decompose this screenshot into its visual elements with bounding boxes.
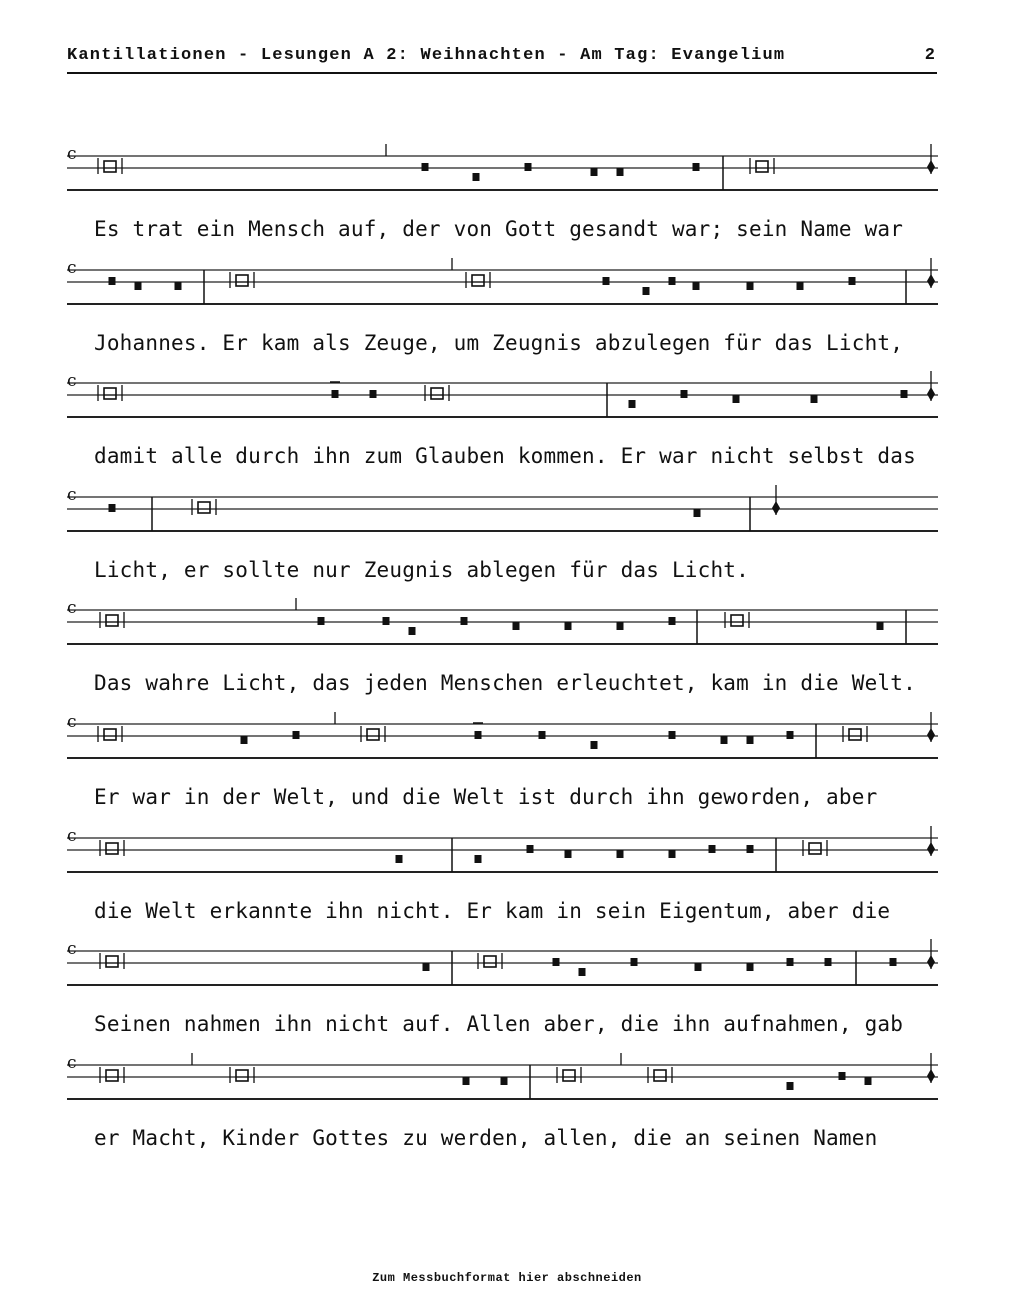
note	[565, 622, 572, 630]
note	[591, 741, 598, 749]
reciting-tone	[104, 161, 116, 172]
c-clef: c	[67, 939, 77, 959]
note	[787, 958, 794, 966]
reciting-tone	[106, 615, 118, 626]
footer-cut-note: Zum Messbuchformat hier abschneiden	[372, 1271, 642, 1285]
note	[475, 731, 482, 739]
note	[890, 958, 897, 966]
note	[709, 845, 716, 853]
staff	[0, 258, 1014, 318]
staff	[0, 826, 1014, 886]
lyric-line: Seinen nahmen ihn nicht auf. Allen aber, die ihn aufnahmen, gab	[94, 1012, 904, 1036]
reciting-tone	[106, 843, 118, 854]
note	[811, 395, 818, 403]
reciting-tone	[484, 956, 496, 967]
note	[631, 958, 638, 966]
reciting-tone	[849, 729, 861, 740]
header-title: Kantillationen - Lesungen A 2: Weihnachten - Am Tag: Evangelium	[67, 46, 786, 65]
lyric-line: Das wahre Licht, das jeden Menschen erleuchtet, kam in die Welt.	[94, 671, 916, 695]
note	[175, 282, 182, 290]
staff	[0, 144, 1014, 204]
note	[747, 845, 754, 853]
c-clef: c	[67, 598, 77, 618]
note	[865, 1077, 872, 1085]
staff	[0, 485, 1014, 545]
note	[473, 173, 480, 181]
reciting-tone	[104, 388, 116, 399]
end-diamond	[772, 501, 780, 515]
c-clef: c	[67, 371, 77, 391]
note	[669, 731, 676, 739]
note	[643, 287, 650, 295]
note	[332, 390, 339, 398]
reciting-tone	[756, 161, 768, 172]
note	[617, 850, 624, 858]
note	[383, 617, 390, 625]
note	[422, 163, 429, 171]
note	[629, 400, 636, 408]
note	[241, 736, 248, 744]
note	[461, 617, 468, 625]
reciting-tone	[367, 729, 379, 740]
c-clef: c	[67, 712, 77, 732]
end-diamond	[927, 842, 935, 856]
reciting-tone	[563, 1070, 575, 1081]
lyric-line: Licht, er sollte nur Zeugnis ablegen für das Licht.	[94, 558, 749, 582]
c-clef: c	[67, 485, 77, 505]
end-diamond	[927, 387, 935, 401]
note	[669, 277, 676, 285]
note	[787, 731, 794, 739]
lyric-line: die Welt erkannte ihn nicht. Er kam in sein Eigentum, aber die	[94, 899, 891, 923]
note	[475, 855, 482, 863]
lyric-line: Er war in der Welt, und die Welt ist durch ihn geworden, aber	[94, 785, 878, 809]
note	[396, 855, 403, 863]
note	[501, 1077, 508, 1085]
staff	[0, 1053, 1014, 1113]
reciting-tone	[431, 388, 443, 399]
reciting-tone	[731, 615, 743, 626]
note	[877, 622, 884, 630]
reciting-tone	[654, 1070, 666, 1081]
page-number: 2	[924, 46, 935, 65]
note	[721, 736, 728, 744]
note	[839, 1072, 846, 1080]
note	[617, 622, 624, 630]
staff	[0, 712, 1014, 772]
note	[527, 845, 534, 853]
staff	[0, 371, 1014, 431]
note	[797, 282, 804, 290]
note	[370, 390, 377, 398]
lyric-line: Es trat ein Mensch auf, der von Gott gesandt war; sein Name war	[94, 217, 904, 241]
end-diamond	[927, 1069, 935, 1083]
note	[733, 395, 740, 403]
end-diamond	[927, 728, 935, 742]
note	[669, 850, 676, 858]
note	[565, 850, 572, 858]
note	[617, 168, 624, 176]
note	[539, 731, 546, 739]
note	[525, 163, 532, 171]
note	[463, 1077, 470, 1085]
note	[693, 163, 700, 171]
lyric-line: er Macht, Kinder Gottes zu werden, allen, die an seinen Namen	[94, 1126, 878, 1150]
c-clef: c	[67, 826, 77, 846]
reciting-tone	[809, 843, 821, 854]
reciting-tone	[236, 275, 248, 286]
note	[669, 617, 676, 625]
c-clef: c	[67, 1053, 77, 1073]
note	[695, 963, 702, 971]
note	[553, 958, 560, 966]
note	[901, 390, 908, 398]
note	[109, 277, 116, 285]
note	[825, 958, 832, 966]
c-clef: c	[67, 258, 77, 278]
note	[693, 282, 700, 290]
note	[423, 963, 430, 971]
note	[603, 277, 610, 285]
note	[681, 390, 688, 398]
reciting-tone	[106, 1070, 118, 1081]
page-header	[67, 44, 937, 74]
note	[318, 617, 325, 625]
note	[787, 1082, 794, 1090]
note	[591, 168, 598, 176]
end-diamond	[927, 955, 935, 969]
end-diamond	[927, 274, 935, 288]
lyric-line: damit alle durch ihn zum Glauben kommen. Er war nicht selbst das	[94, 444, 916, 468]
note	[135, 282, 142, 290]
note	[293, 731, 300, 739]
note	[694, 509, 701, 517]
reciting-tone	[472, 275, 484, 286]
note	[747, 963, 754, 971]
reciting-tone	[106, 956, 118, 967]
c-clef: c	[67, 144, 77, 164]
reciting-tone	[198, 502, 210, 513]
note	[109, 504, 116, 512]
staff	[0, 598, 1014, 658]
note	[513, 622, 520, 630]
note	[579, 968, 586, 976]
end-diamond	[927, 160, 935, 174]
reciting-tone	[104, 729, 116, 740]
note	[747, 736, 754, 744]
lyric-line: Johannes. Er kam als Zeuge, um Zeugnis abzulegen für das Licht,	[94, 331, 904, 355]
staff	[0, 939, 1014, 999]
note	[849, 277, 856, 285]
reciting-tone	[236, 1070, 248, 1081]
note	[747, 282, 754, 290]
note	[409, 627, 416, 635]
